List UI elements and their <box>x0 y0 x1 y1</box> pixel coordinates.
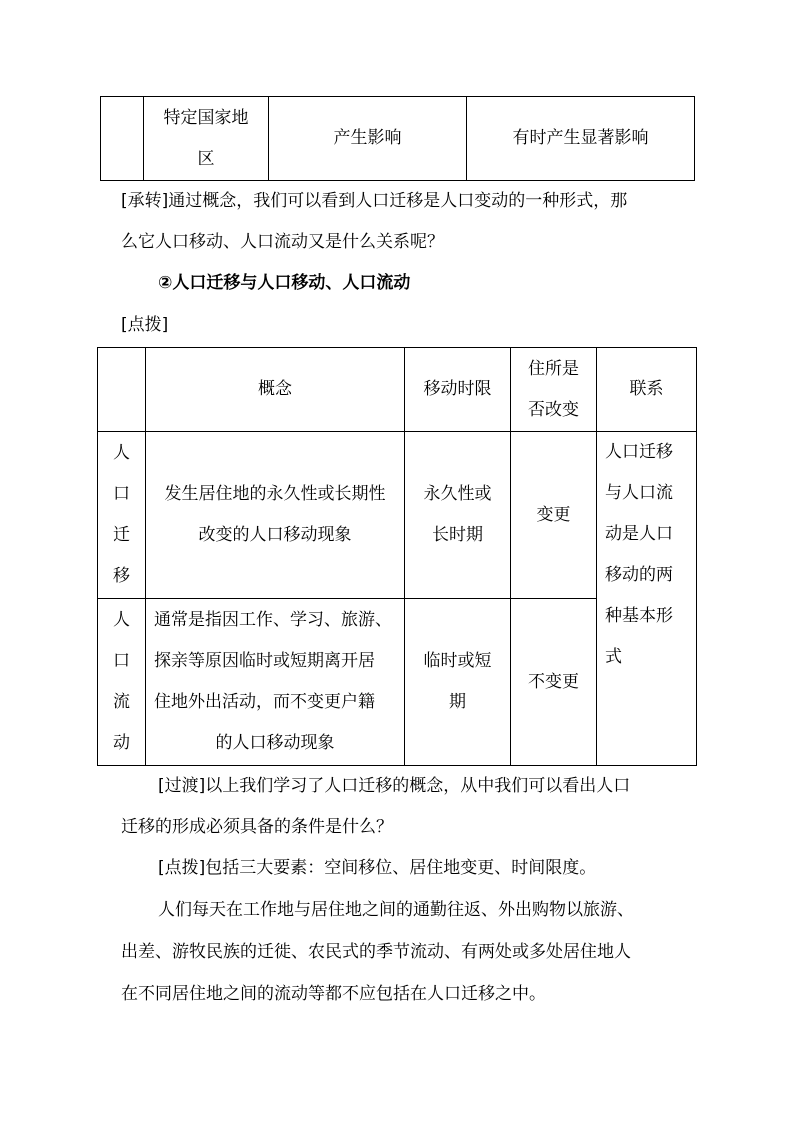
flow-concept-line2: 探亲等原因临时或短期离开居 <box>154 651 375 671</box>
body-line3: 在不同居住地之间的流动等都不应包括在人口迁移之中。 <box>121 984 546 1004</box>
effect-2-cell: 有时产生显著影响 <box>467 97 695 181</box>
flow-concept-line4: 的人口移动现象 <box>215 733 335 753</box>
relation-line: 式 <box>605 647 622 667</box>
transition-2-line1: [过渡]以上我们学习了人口迁移的概念，从中我们可以看出人口 <box>158 776 631 796</box>
flow-duration-cell <box>405 599 511 766</box>
relation-cell <box>597 432 697 766</box>
header-concept: 概念 <box>146 348 405 432</box>
flow-duration-line2: 期 <box>449 692 466 712</box>
relation-line: 移动的两 <box>605 565 673 585</box>
flow-residence-cell: 不变更 <box>511 599 597 766</box>
body-line2: 出差、游牧民族的迁徙、农民式的季节流动、有两处或多处居住地人 <box>121 942 631 962</box>
row-name-char: 人 <box>113 443 130 463</box>
migration-concept-line1: 发生居住地的永久性或长期性 <box>164 484 386 504</box>
region-label-cell <box>144 97 269 181</box>
relation-line: 种基本形 <box>605 606 673 626</box>
migration-duration-line2: 长时期 <box>432 525 483 545</box>
header-empty-cell <box>98 348 146 432</box>
transition-1-line2: 么它人口移动、人口流动又是什么关系呢？ <box>121 232 444 252</box>
section-heading: ②人口迁移与人口移动、人口流动 <box>158 273 411 293</box>
relation-line: 动是人口 <box>605 524 673 544</box>
effect-1-cell: 产生影响 <box>269 97 467 181</box>
migration-duration-cell <box>405 432 511 599</box>
row-name-char: 迁 <box>113 525 130 545</box>
header-residence-line1: 住所是 <box>528 358 579 379</box>
migration-duration-line1: 永久性或 <box>423 484 492 504</box>
relation-line: 人口迁移 <box>605 442 673 462</box>
migration-concept-cell <box>146 432 405 599</box>
region-label-line2: 区 <box>197 148 215 169</box>
header-residence-change <box>511 348 597 432</box>
row-name-char: 口 <box>113 484 130 504</box>
hint-label: [点拨] <box>121 315 169 335</box>
region-label-line1: 特定国家地 <box>163 107 249 128</box>
row-name-char: 口 <box>113 651 130 671</box>
row-name-char: 流 <box>113 692 130 712</box>
transition-1-line1: [承转]通过概念，我们可以看到人口迁移是人口变动的一种形式，那 <box>121 191 628 211</box>
empty-cell <box>101 97 144 181</box>
row-name-char: 人 <box>113 610 130 630</box>
top-table <box>100 96 695 181</box>
hint-2: [点拨]包括三大要素：空间移位、居住地变更、时间限度。 <box>158 858 597 878</box>
flow-concept-cell <box>146 599 405 766</box>
body-line1: 人们每天在工作地与居住地之间的通勤往返、外出购物以旅游、 <box>158 900 634 920</box>
row-name-char: 移 <box>113 566 130 586</box>
table-row <box>98 432 697 599</box>
header-residence-line2: 否改变 <box>528 399 579 420</box>
flow-concept-line3: 住地外出活动，而不变更户籍 <box>154 692 375 712</box>
row-name-char: 动 <box>113 733 130 753</box>
migration-residence-cell: 变更 <box>511 432 597 599</box>
row-name-flow <box>98 599 146 766</box>
table-header-row <box>98 348 697 432</box>
comparison-table <box>97 347 697 766</box>
flow-concept-line1: 通常是指因工作、学习、旅游、 <box>154 610 392 630</box>
header-relation: 联系 <box>597 348 697 432</box>
header-duration: 移动时限 <box>405 348 511 432</box>
flow-duration-line1: 临时或短 <box>423 651 492 671</box>
transition-2-line2: 迁移的形成必须具备的条件是什么？ <box>121 817 393 837</box>
migration-concept-line2: 改变的人口移动现象 <box>198 525 352 545</box>
relation-line: 与人口流 <box>605 483 673 503</box>
row-name-migration <box>98 432 146 599</box>
